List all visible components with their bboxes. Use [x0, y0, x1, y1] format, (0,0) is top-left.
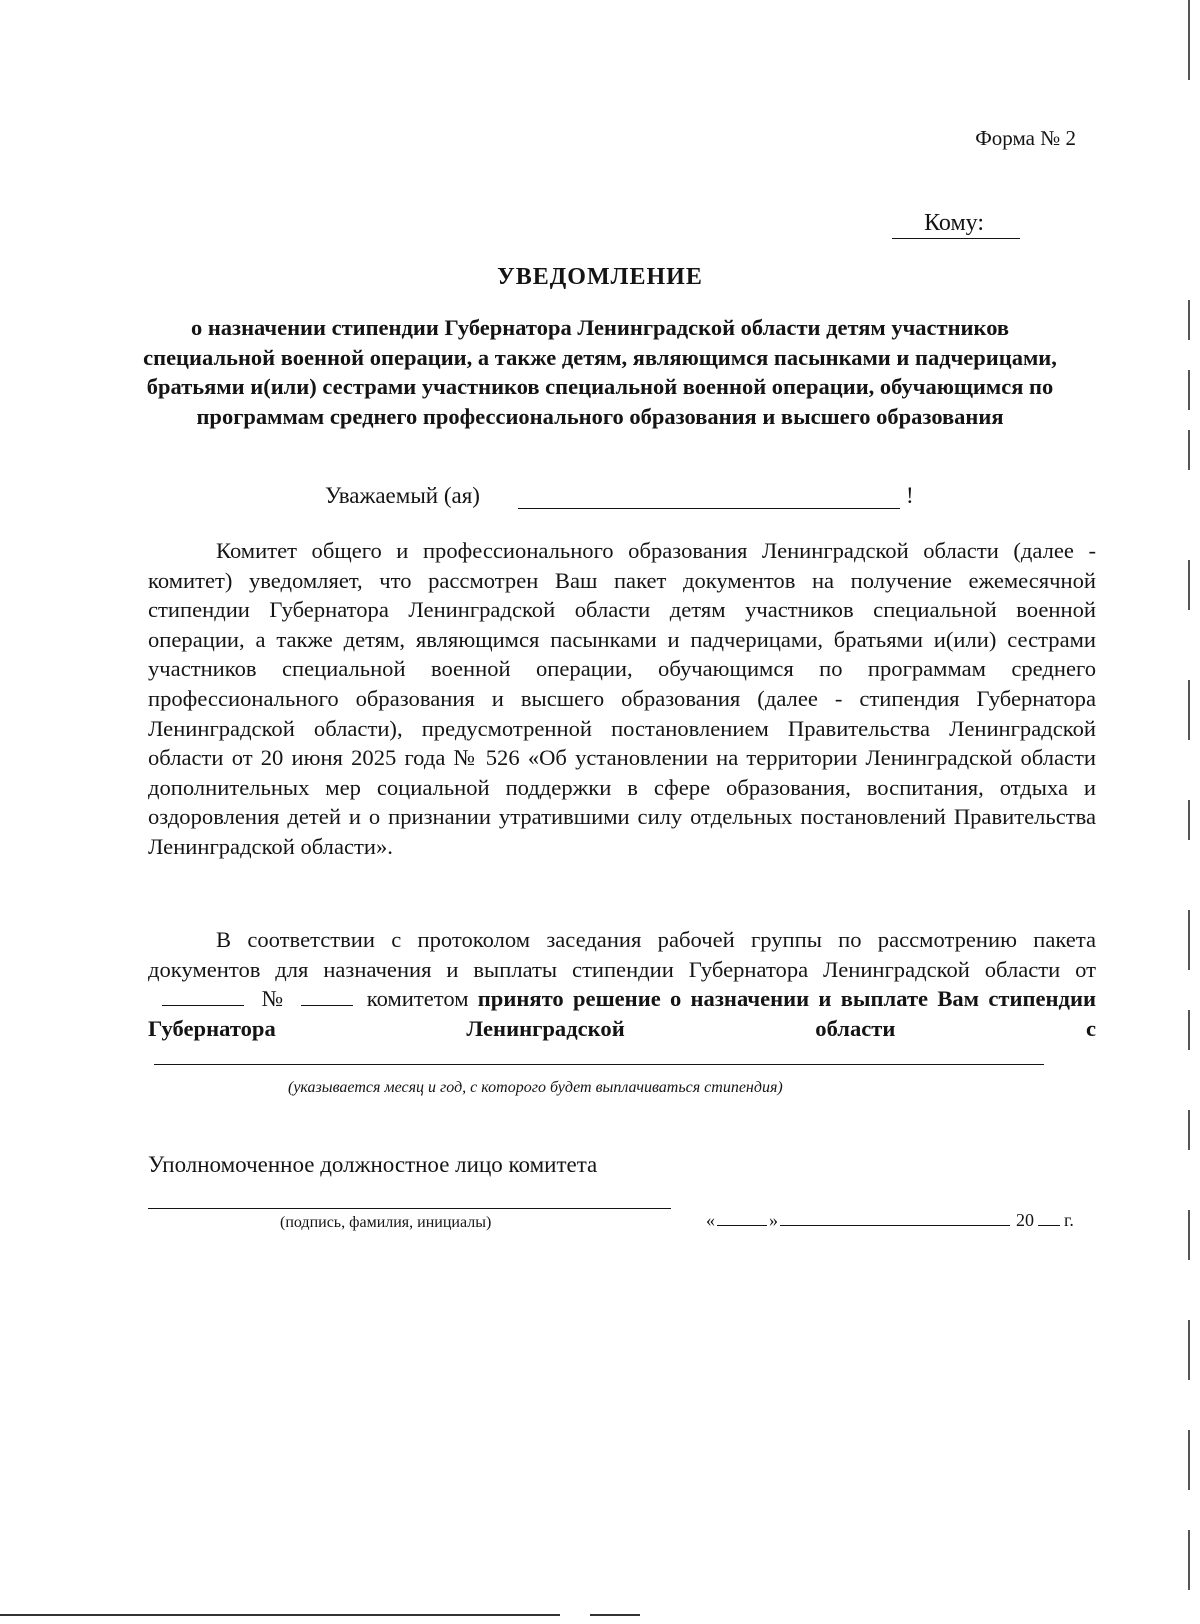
- signature-note: (подпись, фамилия, инициалы): [280, 1214, 492, 1231]
- date-year-prefix: 20: [1016, 1210, 1034, 1230]
- decision-paragraph: [148, 925, 1096, 1073]
- scan-edge-mark: [1188, 560, 1190, 610]
- recipient-name-blank[interactable]: [518, 508, 900, 509]
- date-month-blank[interactable]: [780, 1224, 1010, 1226]
- scan-edge-mark: [1188, 0, 1190, 80]
- scan-edge-mark: [1188, 800, 1190, 840]
- number-sign: №: [258, 986, 287, 1012]
- start-month-note: (указывается месяц и год, с которого будет выплачиваться стипендия): [288, 1079, 783, 1096]
- signature-date: [706, 1210, 1090, 1231]
- scan-bottom-mark: [590, 1614, 640, 1616]
- protocol-date-blank[interactable]: [162, 1004, 244, 1006]
- decision-text-part1: В соответствии с протоколом заседания рабочей группы по рассмотрению пакета документов для назначения и выплаты стипендии Губернатора Ленинградской области от: [148, 927, 1096, 982]
- scan-edge-mark: [1188, 680, 1190, 740]
- date-year-blank[interactable]: [1038, 1224, 1060, 1226]
- notice-paragraph: Комитет общего и профессионального образования Ленинградской области (далее - комитет) уведомляет, что рассмотрен Ваш пакет документов на получение ежемесячной стипендии Губернатора Ленинградской области детям участников специальной военной операции, а также детям, являющимся пасынками и падчерицами, братьями и(или) сестрами участников специальной военной операции, обучающимся по программам среднего профессионального образования и высшего образования (далее - стипендия Губернатора Ленинградской области), предусмотренной постановлением Правительства Ленинградской области от 20 июня 2025 года № 526 «Об установлении на территории Ленинградской области дополнительных мер социальной поддержки в сфере образования, воспитания, отдыха и оздоровления детей и о признании утратившими силу отдельных постановлений Правительства Ленинградской области».: [148, 538, 1096, 859]
- decision-statement: принято решение о назначении и выплате Вам стипендии Губернатора Ленинградской области с: [148, 986, 1097, 1041]
- addressee-label: Кому:: [924, 210, 984, 236]
- signature-blank[interactable]: [148, 1208, 671, 1209]
- scan-edge-mark: [1188, 370, 1190, 410]
- scan-edge-mark: [1188, 1430, 1190, 1490]
- document-title: УВЕДОМЛЕНИЕ: [497, 264, 703, 290]
- scan-edge-mark: [1188, 1010, 1190, 1050]
- date-open-quote: «: [706, 1210, 715, 1230]
- scan-edge-mark: [1188, 1530, 1190, 1590]
- salutation-end: !: [906, 483, 914, 508]
- salutation-label: Уважаемый (ая): [325, 483, 480, 508]
- scan-edge-mark: [1188, 1110, 1190, 1150]
- addressee-blank[interactable]: [892, 238, 1020, 239]
- date-day-blank[interactable]: [717, 1224, 767, 1226]
- scan-edge-mark: [1188, 1320, 1190, 1380]
- scan-edge-mark: [1188, 910, 1190, 970]
- document-subtitle: о назначении стипендии Губернатора Ленинградской области детям участников специальной военной операции, а также детям, являющимся пасынками и падчерицами, братьями и(или) сестрами участников специальной военной операции, обучающимся по программам среднего профессионального образования и высшего образования: [143, 315, 1057, 429]
- scan-edge-mark: [1188, 1210, 1190, 1260]
- scan-edge-mark: [1188, 300, 1190, 340]
- scan-edge-mark: [1188, 430, 1190, 470]
- scan-bottom-mark: [0, 1614, 560, 1616]
- official-label: Уполномоченное должностное лицо комитета: [148, 1152, 598, 1177]
- decision-text-part3: комитетом: [366, 986, 469, 1012]
- start-month-blank[interactable]: [154, 1063, 1044, 1065]
- date-year-suffix: г.: [1064, 1210, 1074, 1230]
- form-number: Форма № 2: [975, 126, 1076, 150]
- protocol-number-blank[interactable]: [301, 1004, 353, 1006]
- date-close-quote: »: [769, 1210, 778, 1230]
